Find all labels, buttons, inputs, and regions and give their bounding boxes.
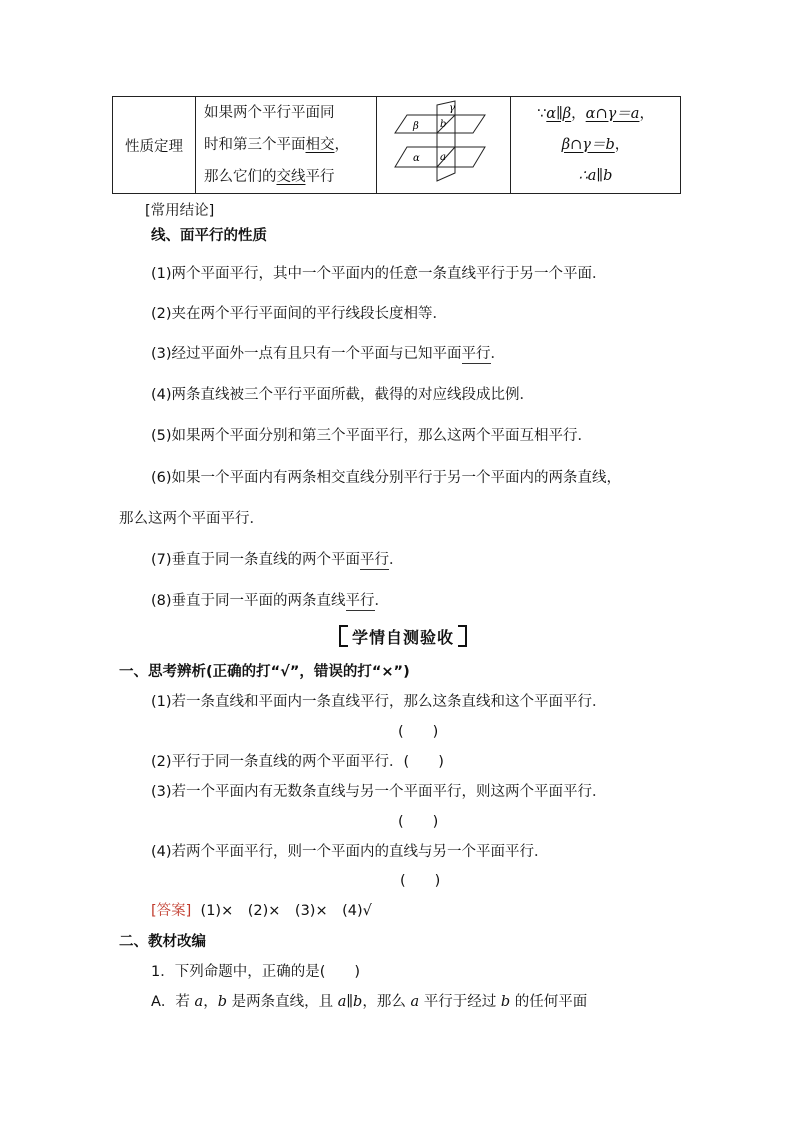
question-3: (3)若一个平面内有无数条直线与另一个平面平行，则这两个平面平行． [151, 784, 607, 800]
label-b: b [440, 119, 447, 130]
label-gamma: γ [449, 103, 455, 114]
section-banner [339, 625, 467, 647]
part1-title: 一、思考辨析(正确的打“√”，错误的打“×”) [119, 664, 410, 680]
row-title: 性质定理 [125, 138, 183, 155]
statement-text: ， [334, 137, 349, 153]
list-item [151, 342, 505, 364]
math-text: ∵ [537, 105, 547, 122]
option-a [151, 990, 587, 1011]
statement-line-3 [204, 161, 376, 193]
list-item: (1)两个平面平行，其中一个平面内的任意一条直线平行于另一个平面． [151, 266, 607, 282]
statement-line-1: 如果两个平行平面同 [204, 105, 335, 121]
math-underlined: β∩γ＝b [561, 136, 615, 153]
question-1: (1)若一条直线和平面内一条直线平行，那么这条直线和这个平面平行． [151, 694, 607, 710]
answer-line [151, 899, 372, 920]
list-item: (4)两条直线被三个平行平面所截，截得的对应线段成比例． [151, 387, 535, 403]
item-text: (3)经过平面外一点有且只有一个平面与已知平面 [151, 346, 462, 362]
bracket-right-icon [458, 625, 467, 647]
row-title-cell [113, 97, 196, 194]
list-item [151, 589, 389, 611]
answer-text: (1)× (2)× (3)× (4)√ [200, 903, 372, 919]
list-item: (6)如果一个平面内有两条相交直线分别平行于另一个平面内的两条直线， [151, 470, 622, 486]
answer-blank: ( ) [398, 814, 439, 830]
exercise-1: 1．下列命题中，正确的是( ) [151, 964, 361, 980]
math-var: a [194, 994, 204, 1010]
table-row [113, 97, 681, 194]
theorem-table [112, 96, 681, 194]
math-text: ， [614, 136, 630, 153]
symbolic-line-1 [511, 99, 680, 130]
answer-blank: ( ) [398, 724, 439, 740]
item-text: ． [389, 552, 404, 568]
statement-text: 时和第三个平面 [204, 137, 306, 153]
symbolic-line-3 [511, 161, 680, 192]
label-alpha: α [413, 153, 420, 164]
underlined-term: 相交 [305, 137, 335, 153]
math-var: b [500, 994, 511, 1010]
banner-title: 学情自测验收 [352, 627, 455, 647]
underlined-term: 交线 [276, 169, 306, 185]
math-var: a∥b [337, 994, 363, 1010]
math-underlined: α∩γ＝a [585, 105, 640, 122]
math-var: a [410, 994, 420, 1010]
part2-title: 二、教材改编 [119, 934, 206, 950]
item-text: ． [374, 593, 390, 609]
option-text: ，那么 [362, 994, 411, 1010]
bracket-left-icon [339, 625, 348, 647]
item-text: ． [490, 346, 506, 362]
list-item: (2)夹在两个平行平面间的平行线段长度相等． [151, 306, 448, 322]
math-var: b [217, 994, 227, 1010]
statement-cell [196, 97, 377, 194]
option-text: 平行于经过 [419, 994, 501, 1010]
underlined-answer: 平行 [345, 593, 375, 609]
underlined-answer: 平行 [461, 346, 491, 362]
symbolic-line-2 [511, 130, 680, 161]
option-text: 的任何平面 [510, 994, 588, 1010]
item-text: (8)垂直于同一平面的两条直线 [151, 593, 346, 609]
label-a: a [440, 152, 446, 163]
option-text: A．若 [151, 994, 195, 1010]
conclusions-heading: 线、面平行的性质 [151, 228, 267, 244]
math-underlined: α∥β [546, 105, 572, 122]
math-text: ， [571, 105, 586, 122]
list-item [151, 548, 404, 570]
item-text: (7)垂直于同一条直线的两个平面 [151, 552, 361, 568]
option-text: ， [203, 994, 218, 1010]
question-4: (4)若两个平面平行，则一个平面内的直线与另一个平面平行． [151, 844, 549, 860]
list-item: (5)如果两个平面分别和第三个平面平行，那么这两个平面互相平行． [151, 428, 593, 444]
statement-text: 平行 [305, 169, 335, 185]
option-text: 是两条直线，且 [226, 994, 338, 1010]
list-item-continuation: 那么这两个平面平行． [119, 511, 264, 527]
figure-cell [377, 97, 511, 194]
answer-label: [答案] [151, 903, 192, 919]
symbolic-cell [511, 97, 681, 194]
answer-blank: ( ) [400, 873, 441, 889]
math-text: ， [639, 105, 654, 122]
question-2: (2)平行于同一条直线的两个平面平行．( ) [151, 754, 444, 770]
statement-line-2 [204, 129, 376, 161]
underlined-answer: 平行 [360, 552, 390, 568]
conclusions-label: [常用结论] [145, 203, 215, 219]
math-text: ∴a∥b [578, 167, 613, 184]
parallel-planes-figure [377, 97, 510, 193]
statement-text: 那么它们的 [204, 169, 277, 185]
label-beta: β [413, 121, 419, 132]
